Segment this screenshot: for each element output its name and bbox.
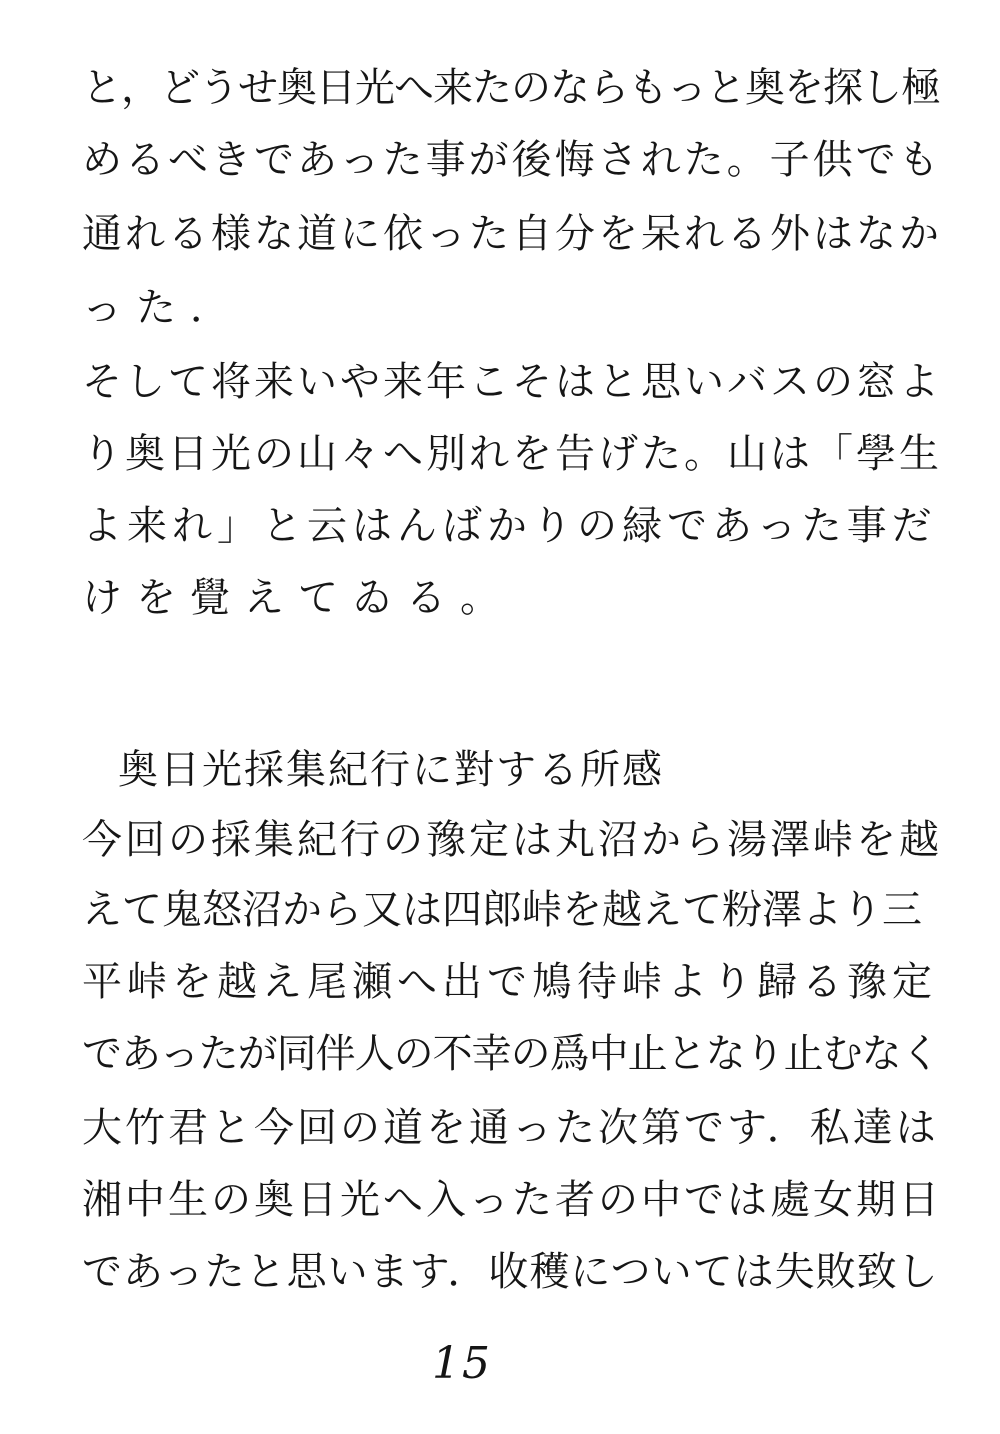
text-line: り奥日光の山々へ別れを告げた。山は「學生	[82, 431, 942, 477]
text-line: であったと思います．收穫については失敗致し	[82, 1249, 939, 1295]
section-heading: 奥日光採集紀行に對する所感	[118, 747, 664, 793]
text-line: めるべきであった事が後悔された。子供でも	[82, 137, 942, 183]
text-line: であったが同伴人の不幸の爲中止となり止むなく	[82, 1031, 940, 1077]
text-line: 湘中生の奥日光へ入った者の中では處女期日	[82, 1177, 942, 1223]
text-line: 平峠を越え尾瀬へ出で鳩待峠より歸る豫定	[82, 959, 937, 1005]
text-line: 通れる様な道に依った自分を呆れる外はなか	[82, 211, 942, 257]
text-line: と，どうせ奥日光へ来たのならもっと奥を探し極	[82, 65, 940, 111]
text-line: えて鬼怒沼から又は四郎峠を越えて粉澤より三	[82, 887, 922, 933]
text-line: そして将来いや来年こそはと思いバスの窓よ	[82, 359, 942, 405]
page-number: 15	[432, 1338, 492, 1389]
text-line: 大竹君と今回の道を通った次第です．私達は	[82, 1105, 939, 1151]
text-line: よ来れ」と云はんばかりの緑であった事だ	[82, 503, 937, 549]
text-line: った．	[82, 285, 244, 331]
text-line: けを覺えてゐる。	[82, 575, 514, 621]
text-line: 今回の採集紀行の豫定は丸沼から湯澤峠を越	[82, 817, 942, 863]
